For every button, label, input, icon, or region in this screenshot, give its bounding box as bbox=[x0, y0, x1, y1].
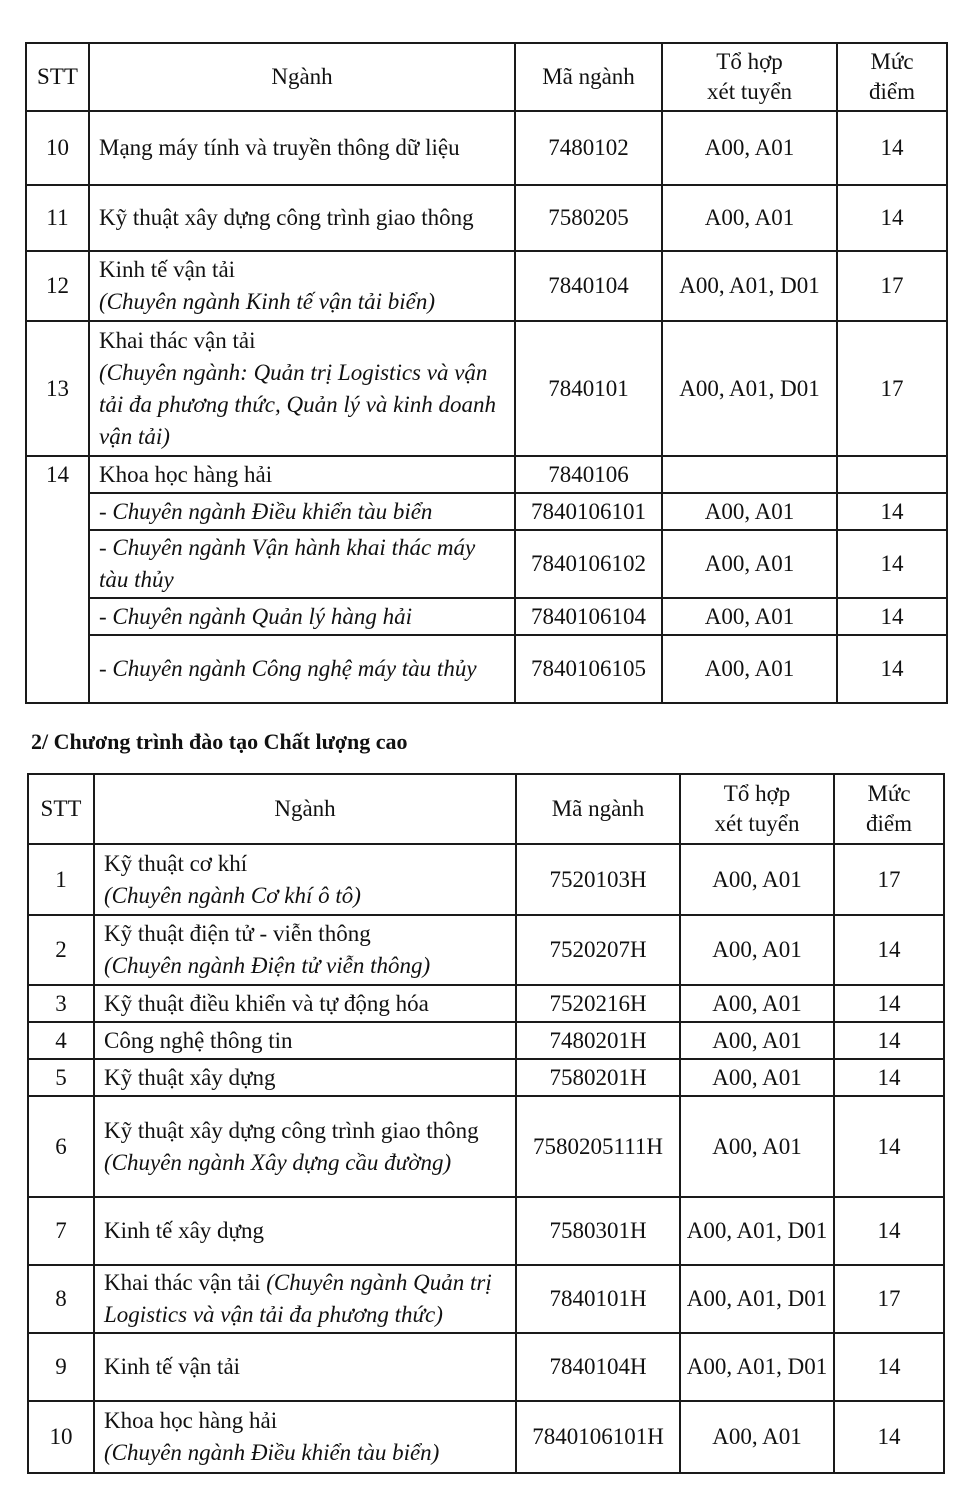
row-major-code: 7520216H bbox=[516, 985, 680, 1022]
table-subrow bbox=[26, 493, 947, 530]
row-stt: 10 bbox=[26, 111, 89, 185]
table-subrow bbox=[26, 598, 947, 635]
row-score bbox=[837, 456, 947, 493]
header-muc-diem-line1: Mức bbox=[867, 781, 911, 806]
row-major-code: 7580301H bbox=[516, 1197, 680, 1265]
row-combination: A00, A01, D01 bbox=[680, 1197, 834, 1265]
row-major-code: 7840104 bbox=[515, 251, 662, 321]
header-muc-diem-line1: Mức bbox=[870, 49, 914, 74]
row-combination: A00, A01 bbox=[680, 844, 834, 915]
subrow-code: 7840106101 bbox=[515, 493, 662, 530]
admission-table-high-quality bbox=[27, 773, 945, 1474]
table-row bbox=[28, 985, 944, 1022]
row-stt-empty bbox=[26, 598, 89, 635]
header-to-hop-line1: Tổ hợp bbox=[716, 49, 783, 74]
row-combination: A00, A01, D01 bbox=[680, 1333, 834, 1401]
row-major-name: Kỹ thuật xây dựng bbox=[94, 1059, 516, 1096]
row-score: 14 bbox=[837, 185, 947, 251]
row-major-specialization: (Chuyên ngành Điều khiển tàu biển) bbox=[104, 1440, 440, 1465]
header-muc-diem-line2: điểm bbox=[869, 79, 915, 104]
table-row bbox=[28, 915, 944, 985]
header-ma-nganh: Mã ngành bbox=[516, 774, 680, 844]
table-row bbox=[28, 1333, 944, 1401]
subrow-combination: A00, A01 bbox=[662, 530, 837, 598]
row-score: 17 bbox=[837, 251, 947, 321]
header-to-hop-line2: xét tuyển bbox=[707, 79, 792, 104]
row-stt-empty bbox=[26, 635, 89, 703]
row-score: 17 bbox=[834, 844, 944, 915]
row-score: 14 bbox=[834, 1197, 944, 1265]
header-to-hop bbox=[662, 43, 837, 111]
row-major-specialization: (Chuyên ngành Cơ khí ô tô) bbox=[104, 882, 361, 908]
table-row bbox=[28, 1022, 944, 1059]
row-score: 14 bbox=[834, 985, 944, 1022]
row-major-code: 7580205 bbox=[515, 185, 662, 251]
row-major-specialization: (Chuyên ngành Kinh tế vận tải biển) bbox=[99, 289, 435, 314]
table-row bbox=[26, 185, 947, 251]
table-row bbox=[26, 321, 947, 456]
row-score: 14 bbox=[834, 1333, 944, 1401]
table-row bbox=[28, 1096, 944, 1197]
header-ma-nganh: Mã ngành bbox=[515, 43, 662, 111]
row-major-name: Khoa học hàng hải bbox=[89, 456, 515, 493]
row-stt-empty bbox=[26, 530, 89, 598]
row-major bbox=[89, 321, 515, 456]
subrow-combination: A00, A01 bbox=[662, 635, 837, 703]
row-combination: A00, A01 bbox=[680, 1096, 834, 1197]
row-stt-empty bbox=[26, 493, 89, 530]
row-major bbox=[94, 844, 516, 915]
row-major-specialization: (Chuyên ngành Quản trị Logistics và vận tải đa phương thức) bbox=[104, 1270, 492, 1327]
row-combination: A00, A01, D01 bbox=[662, 251, 837, 321]
row-major bbox=[89, 251, 515, 321]
row-score: 14 bbox=[834, 1059, 944, 1096]
header-stt: STT bbox=[26, 43, 89, 111]
subrow-specialization: - Chuyên ngành Điều khiển tàu biển bbox=[89, 493, 515, 530]
row-combination: A00, A01, D01 bbox=[680, 1265, 834, 1333]
subrow-specialization: - Chuyên ngành Công nghệ máy tàu thủy bbox=[89, 635, 515, 703]
header-nganh: Ngành bbox=[89, 43, 515, 111]
row-stt: 12 bbox=[26, 251, 89, 321]
row-major-code: 7480201H bbox=[516, 1022, 680, 1059]
row-stt: 11 bbox=[26, 185, 89, 251]
row-major-code: 7520103H bbox=[516, 844, 680, 915]
row-stt: 4 bbox=[28, 1022, 94, 1059]
row-stt: 5 bbox=[28, 1059, 94, 1096]
row-stt: 7 bbox=[28, 1197, 94, 1265]
row-score: 14 bbox=[837, 111, 947, 185]
row-score: 17 bbox=[834, 1265, 944, 1333]
row-score: 14 bbox=[834, 915, 944, 985]
subrow-score: 14 bbox=[837, 598, 947, 635]
row-major bbox=[94, 915, 516, 985]
row-major-name: Khai thác vận tải bbox=[104, 1270, 261, 1295]
row-major-name: Kỹ thuật xây dựng công trình giao thông bbox=[104, 1117, 479, 1143]
row-stt: 1 bbox=[28, 844, 94, 915]
row-major-name: Kinh tế vận tải bbox=[94, 1333, 516, 1401]
row-stt: 6 bbox=[28, 1096, 94, 1197]
row-stt: 10 bbox=[28, 1401, 94, 1473]
table-row bbox=[26, 456, 947, 493]
header-to-hop-line1: Tổ hợp bbox=[723, 781, 791, 806]
row-combination: A00, A01 bbox=[680, 1022, 834, 1059]
header-muc-diem-line2: điểm bbox=[866, 811, 912, 836]
table-row bbox=[28, 1401, 944, 1473]
table-row bbox=[28, 1265, 944, 1333]
subrow-score: 14 bbox=[837, 493, 947, 530]
row-major-code: 7840104H bbox=[516, 1333, 680, 1401]
row-combination bbox=[662, 456, 837, 493]
row-major-name: Khoa học hàng hải bbox=[104, 1408, 278, 1433]
row-major-name: Công nghệ thông tin bbox=[94, 1022, 516, 1059]
row-major-specialization: (Chuyên ngành Điện tử viễn thông) bbox=[104, 953, 431, 978]
row-major-name: Mạng máy tính và truyền thông dữ liệu bbox=[89, 111, 515, 185]
row-stt: 2 bbox=[28, 915, 94, 985]
subrow-specialization: - Chuyên ngành Vận hành khai thác máy tàu thủy bbox=[89, 530, 515, 598]
row-major-name: Kỹ thuật cơ khí bbox=[104, 850, 248, 876]
row-stt: 3 bbox=[28, 985, 94, 1022]
row-combination: A00, A01 bbox=[680, 985, 834, 1022]
row-major bbox=[94, 1096, 516, 1197]
row-major-name: Kỹ thuật xây dựng công trình giao thông bbox=[89, 185, 515, 251]
row-major-specialization: (Chuyên ngành: Quản trị Logistics và vận tải đa phương thức, Quản lý và kinh doanh vận tải) bbox=[99, 359, 497, 449]
table-header-row bbox=[28, 774, 944, 844]
row-major-code: 7840106101H bbox=[516, 1401, 680, 1473]
row-stt: 9 bbox=[28, 1333, 94, 1401]
subrow-score: 14 bbox=[837, 635, 947, 703]
table-subrow bbox=[26, 635, 947, 703]
table-row bbox=[28, 844, 944, 915]
subrow-specialization: - Chuyên ngành Quản lý hàng hải bbox=[89, 598, 515, 635]
row-major-code: 7580205111H bbox=[516, 1096, 680, 1197]
header-muc-diem bbox=[837, 43, 947, 111]
section-heading-high-quality: 2/ Chương trình đào tạo Chất lượng cao bbox=[31, 729, 408, 754]
row-stt: 8 bbox=[28, 1265, 94, 1333]
admission-table-standard bbox=[25, 42, 948, 704]
row-major-name: Kinh tế xây dựng bbox=[94, 1197, 516, 1265]
subrow-code: 7840106105 bbox=[515, 635, 662, 703]
table-subrow bbox=[26, 530, 947, 598]
row-major-name: Kỹ thuật điện tử - viễn thông bbox=[104, 921, 371, 946]
row-score: 14 bbox=[834, 1401, 944, 1473]
table-row bbox=[28, 1197, 944, 1265]
row-combination: A00, A01 bbox=[662, 185, 837, 251]
subrow-combination: A00, A01 bbox=[662, 598, 837, 635]
subrow-code: 7840106102 bbox=[515, 530, 662, 598]
header-nganh: Ngành bbox=[94, 774, 516, 844]
row-major bbox=[94, 1265, 516, 1333]
row-major-name: Khai thác vận tải bbox=[99, 327, 256, 353]
row-combination: A00, A01, D01 bbox=[662, 321, 837, 456]
row-stt: 13 bbox=[26, 321, 89, 456]
header-to-hop bbox=[680, 774, 834, 844]
table-row bbox=[26, 111, 947, 185]
row-major-code: 7840101 bbox=[515, 321, 662, 456]
subrow-score: 14 bbox=[837, 530, 947, 598]
row-combination: A00, A01 bbox=[662, 111, 837, 185]
table-header-row bbox=[26, 43, 947, 111]
row-major-name: Kinh tế vận tải bbox=[99, 257, 236, 282]
row-major-code: 7580201H bbox=[516, 1059, 680, 1096]
table-row bbox=[28, 1059, 944, 1096]
row-major-name: Kỹ thuật điều khiển và tự động hóa bbox=[94, 985, 516, 1022]
row-major-specialization: (Chuyên ngành Xây dựng cầu đường) bbox=[104, 1149, 452, 1175]
row-major bbox=[94, 1401, 516, 1473]
row-score: 17 bbox=[837, 321, 947, 456]
row-major-code: 7840106 bbox=[515, 456, 662, 493]
header-to-hop-line2: xét tuyển bbox=[714, 811, 800, 836]
row-stt: 14 bbox=[26, 456, 89, 493]
row-major-code: 7480102 bbox=[515, 111, 662, 185]
row-score: 14 bbox=[834, 1022, 944, 1059]
table-row bbox=[26, 251, 947, 321]
header-muc-diem bbox=[834, 774, 944, 844]
row-combination: A00, A01 bbox=[680, 915, 834, 985]
row-major-code: 7520207H bbox=[516, 915, 680, 985]
subrow-combination: A00, A01 bbox=[662, 493, 837, 530]
row-combination: A00, A01 bbox=[680, 1401, 834, 1473]
row-major-code: 7840101H bbox=[516, 1265, 680, 1333]
row-combination: A00, A01 bbox=[680, 1059, 834, 1096]
header-stt: STT bbox=[28, 774, 94, 844]
row-score: 14 bbox=[834, 1096, 944, 1197]
subrow-code: 7840106104 bbox=[515, 598, 662, 635]
